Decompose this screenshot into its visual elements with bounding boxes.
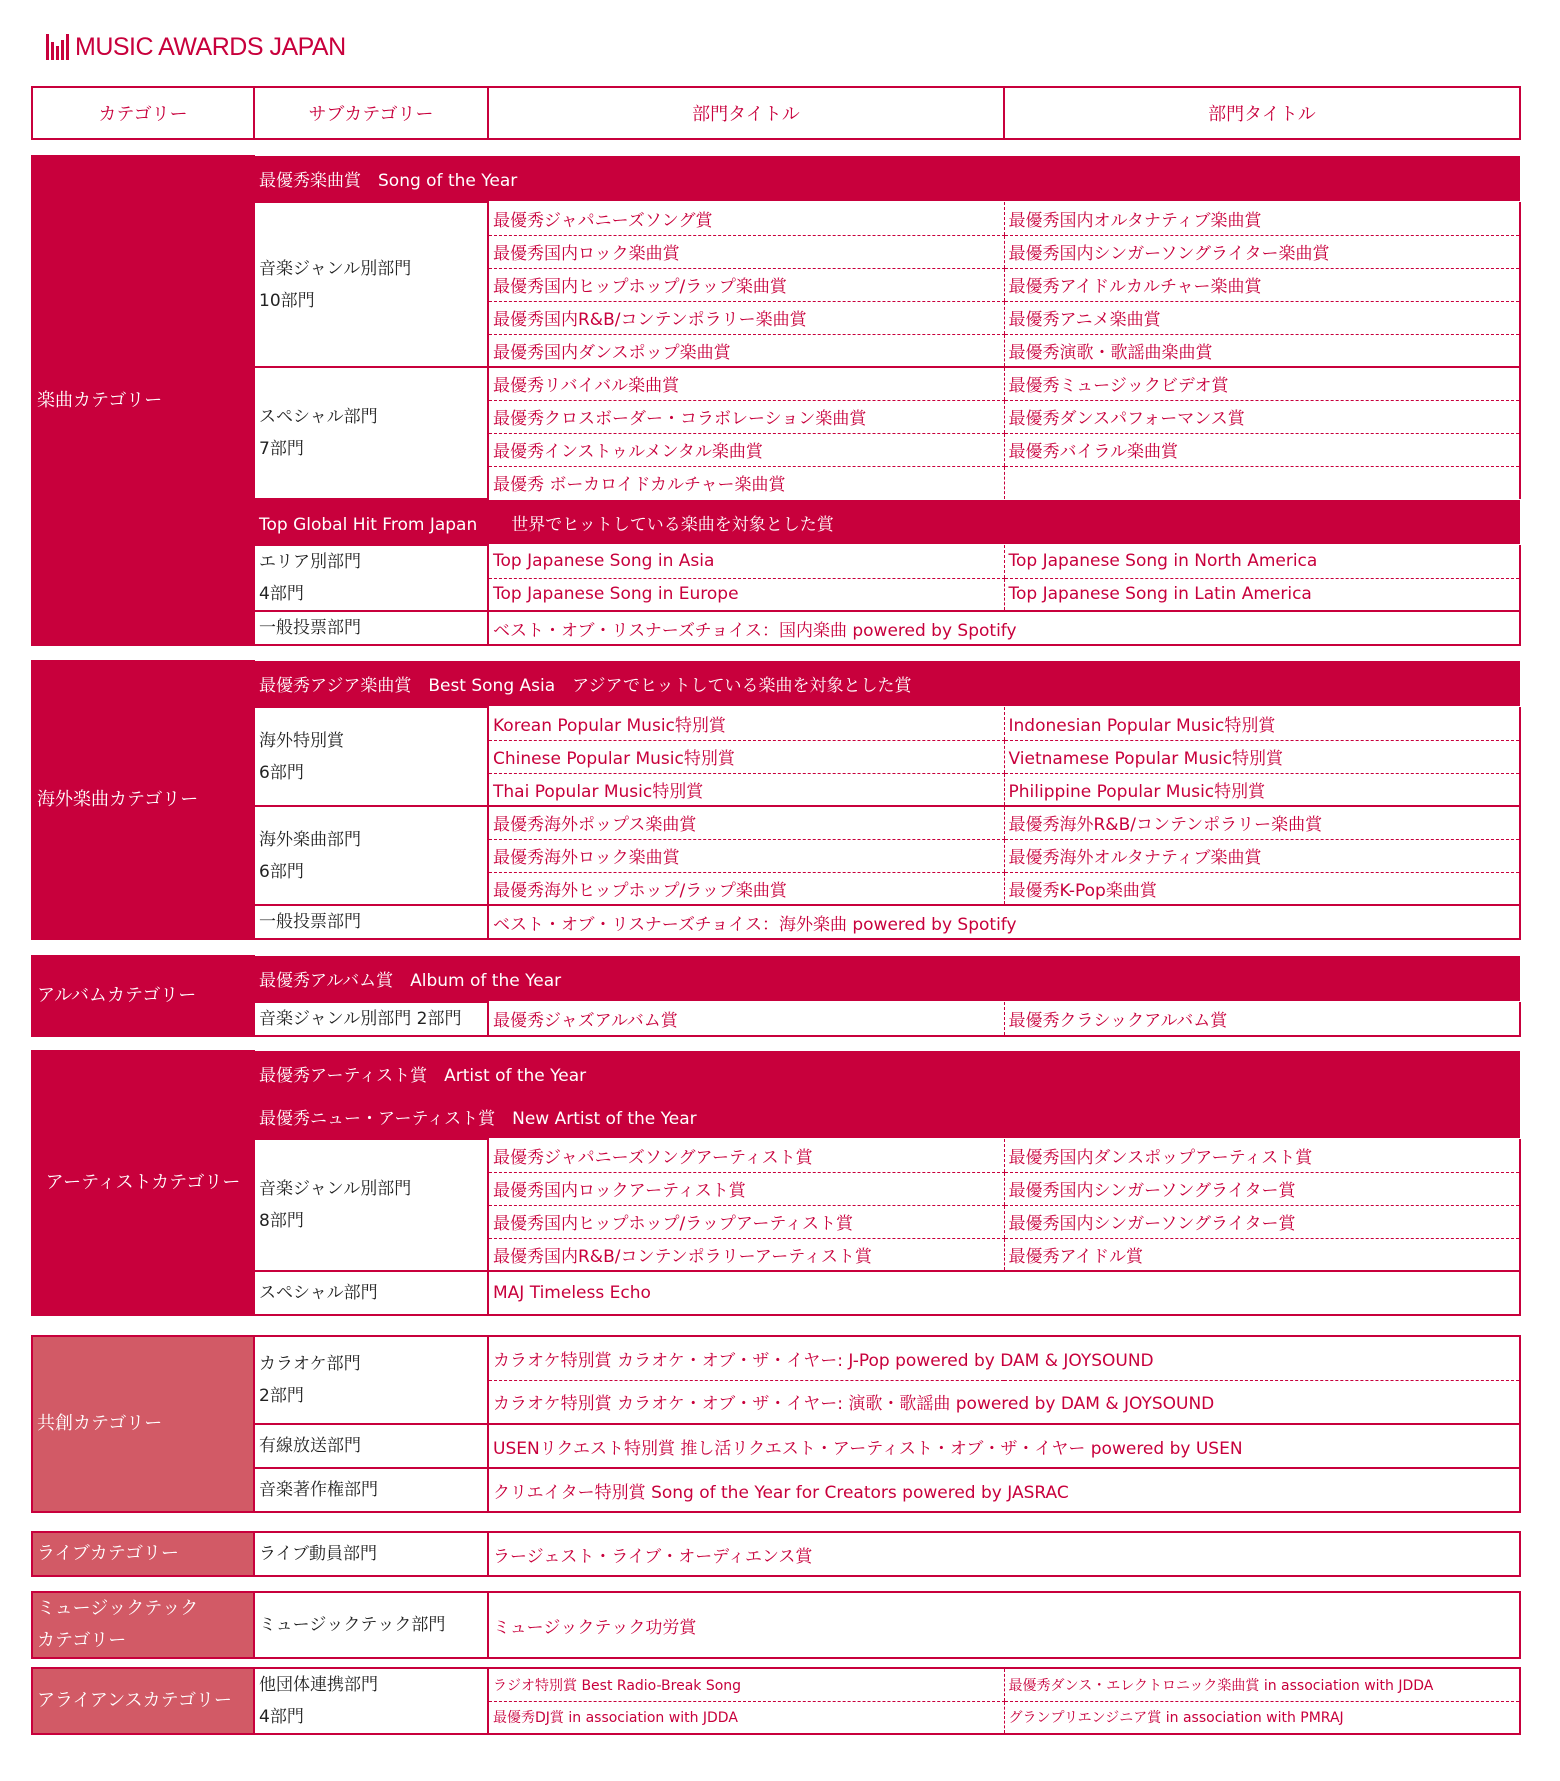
music-area-sub: [254, 545, 488, 611]
award-item: 最優秀国内ロック楽曲賞: [488, 235, 1004, 268]
alliance-sub-l1: 他団体連携部門: [259, 1675, 378, 1695]
overseas-category-label: 海外楽曲カテゴリー: [32, 661, 254, 939]
music-vote-sub: 一般投票部門: [254, 611, 488, 645]
overseas-special-sub-l1: 海外特別賞: [259, 730, 344, 751]
award-item: Indonesian Popular Music特別賞: [1004, 707, 1520, 740]
album-head-album-of-year: 最優秀アルバム賞 Album of the Year: [254, 956, 1520, 1002]
award-item: ラジオ特別賞 Best Radio-Break Song: [488, 1668, 1004, 1701]
logo-bars-icon: [46, 34, 71, 60]
music-genre-sub-l1: 音楽ジャンル別部門: [259, 258, 412, 279]
award-item: Philippine Popular Music特別賞: [1004, 773, 1520, 806]
award-item: ベスト・オブ・リスナーズチョイス：海外楽曲 powered by Spotify: [488, 905, 1520, 939]
award-item: 最優秀ジャパニーズソング賞: [488, 202, 1004, 235]
music-genre-sub-l2: 10部門: [259, 290, 315, 311]
artist-genre-sub-l1: 音楽ジャンル別部門: [259, 1179, 412, 1199]
award-item: MAJ Timeless Echo: [488, 1271, 1520, 1315]
award-item: 最優秀海外ヒップホップ/ラップ楽曲賞: [488, 872, 1004, 905]
cocreation-category-label: 共創カテゴリー: [32, 1336, 254, 1512]
music-genre-sub: [254, 202, 488, 367]
cocreation-category-table: [31, 1335, 1521, 1513]
award-item: 最優秀ダンスパフォーマンス賞: [1004, 400, 1520, 433]
artist-category-label: アーティストカテゴリー: [32, 1051, 254, 1315]
artist-head-artist-of-year: 最優秀アーティスト賞 Artist of the Year: [254, 1051, 1520, 1095]
award-item: クリエイター特別賞 Song of the Year for Creators powered by JASRAC: [488, 1468, 1520, 1512]
overseas-special-sub-l2: 6部門: [259, 762, 304, 783]
logo: [46, 30, 346, 64]
award-item: 最優秀国内ヒップホップ/ラップ楽曲賞: [488, 268, 1004, 301]
logo-text: MUSIC AWARDS JAPAN: [75, 32, 346, 61]
live-category-label: ライブカテゴリー: [32, 1532, 254, 1576]
artist-genre-sub-l2: 8部門: [259, 1211, 304, 1231]
award-item: 最優秀国内シンガーソングライター楽曲賞: [1004, 235, 1520, 268]
musictech-category-l1: ミュージックテック: [37, 1598, 199, 1619]
award-item: Chinese Popular Music特別賞: [488, 740, 1004, 773]
award-item: 最優秀ダンス・エレクトロニック楽曲賞 in association with JDDA: [1004, 1668, 1520, 1701]
artist-genre-sub: [254, 1139, 488, 1271]
award-item: 最優秀国内ダンスポップ楽曲賞: [488, 334, 1004, 367]
overseas-songs-sub-l2: 6部門: [259, 861, 304, 882]
musictech-sub: ミュージックテック部門: [254, 1592, 488, 1658]
overseas-songs-sub: [254, 806, 488, 905]
award-item: 最優秀海外ロック楽曲賞: [488, 839, 1004, 872]
award-item: Top Japanese Song in Europe: [488, 578, 1004, 611]
overseas-category-table: [31, 660, 1521, 940]
award-item: ミュージックテック功労賞: [488, 1592, 1520, 1658]
award-item: 最優秀DJ賞 in association with JDDA: [488, 1701, 1004, 1734]
cocreation-karaoke-sub-l1: カラオケ部門: [259, 1354, 361, 1374]
music-special-sub: [254, 367, 488, 499]
music-area-sub-l1: エリア別部門: [259, 552, 361, 572]
live-category-table: [31, 1531, 1521, 1577]
award-item: 最優秀国内オルタナティブ楽曲賞: [1004, 202, 1520, 235]
award-item: 最優秀クラシックアルバム賞: [1004, 1002, 1520, 1036]
award-item: Top Japanese Song in North America: [1004, 545, 1520, 578]
award-item: 最優秀クロスボーダー・コラボレーション楽曲賞: [488, 400, 1004, 433]
award-item: グランプリエンジニア賞 in association with PMRAJ: [1004, 1701, 1520, 1734]
alliance-category-table: [31, 1667, 1521, 1735]
artist-head-new-artist: 最優秀ニュー・アーティスト賞 New Artist of the Year: [254, 1095, 1520, 1139]
award-item: 最優秀海外オルタナティブ楽曲賞: [1004, 839, 1520, 872]
musictech-category-label: [32, 1592, 254, 1658]
cocreation-karaoke-sub-l2: 2部門: [259, 1386, 304, 1406]
overseas-head-best-song-asia: 最優秀アジア楽曲賞 Best Song Asia アジアでヒットしている楽曲を対象とした賞: [254, 661, 1520, 707]
live-sub: ライブ動員部門: [254, 1532, 488, 1576]
award-item: 最優秀バイラル楽曲賞: [1004, 433, 1520, 466]
award-item: ラージェスト・ライブ・オーディエンス賞: [488, 1532, 1520, 1576]
music-category-table: [31, 155, 1521, 646]
cocreation-copyright-sub: 音楽著作権部門: [254, 1468, 488, 1512]
overseas-vote-sub: 一般投票部門: [254, 905, 488, 939]
musictech-category-table: [31, 1591, 1521, 1659]
artist-category-table: [31, 1050, 1521, 1316]
alliance-sub: [254, 1668, 488, 1734]
award-item: カラオケ特別賞 カラオケ・オブ・ザ・イヤー: J-Pop powered by DAM & JOYSOUND: [488, 1336, 1520, 1380]
award-item: Top Japanese Song in Asia: [488, 545, 1004, 578]
award-item: 最優秀K-Pop楽曲賞: [1004, 872, 1520, 905]
music-head-global-hit: Top Global Hit From Japan 世界でヒットしている楽曲を対象とした賞: [254, 499, 1520, 545]
header-category: カテゴリー: [32, 87, 254, 139]
award-item: [1004, 466, 1520, 499]
award-item: 最優秀国内R&B/コンテンポラリーアーティスト賞: [488, 1238, 1004, 1271]
music-head-song-of-year: 最優秀楽曲賞 Song of the Year: [254, 156, 1520, 202]
award-item: 最優秀 ボーカロイドカルチャー楽曲賞: [488, 466, 1004, 499]
award-item: Vietnamese Popular Music特別賞: [1004, 740, 1520, 773]
award-item: 最優秀ジャパニーズソングアーティスト賞: [488, 1139, 1004, 1172]
award-item: 最優秀演歌・歌謡曲楽曲賞: [1004, 334, 1520, 367]
cocreation-karaoke-sub: [254, 1336, 488, 1424]
overseas-special-sub: [254, 707, 488, 806]
album-category-table: [31, 955, 1521, 1037]
album-category-label: アルバムカテゴリー: [32, 956, 254, 1036]
award-item: 最優秀国内シンガーソングライター賞: [1004, 1172, 1520, 1205]
award-item: Top Japanese Song in Latin America: [1004, 578, 1520, 611]
award-item: USENリクエスト特別賞 推し活リクエスト・アーティスト・オブ・ザ・イヤー powered by USEN: [488, 1424, 1520, 1468]
musictech-category-l2: カテゴリー: [37, 1630, 127, 1651]
header-title-2: 部門タイトル: [1004, 87, 1520, 139]
header-title-1: 部門タイトル: [488, 87, 1004, 139]
award-item: 最優秀国内シンガーソングライター賞: [1004, 1205, 1520, 1238]
award-item: 最優秀ジャズアルバム賞: [488, 1002, 1004, 1036]
award-item: 最優秀国内ロックアーティスト賞: [488, 1172, 1004, 1205]
award-item: Thai Popular Music特別賞: [488, 773, 1004, 806]
award-item: 最優秀アニメ楽曲賞: [1004, 301, 1520, 334]
award-item: 最優秀ミュージックビデオ賞: [1004, 367, 1520, 400]
music-special-sub-l2: 7部門: [259, 439, 304, 459]
music-area-sub-l2: 4部門: [259, 584, 304, 604]
alliance-category-label: アライアンスカテゴリー: [32, 1668, 254, 1734]
music-special-sub-l1: スペシャル部門: [259, 407, 378, 427]
award-item: 最優秀海外ポップス楽曲賞: [488, 806, 1004, 839]
award-item: 最優秀国内ダンスポップアーティスト賞: [1004, 1139, 1520, 1172]
cocreation-cable-sub: 有線放送部門: [254, 1424, 488, 1468]
award-item: 最優秀リバイバル楽曲賞: [488, 367, 1004, 400]
award-item: 最優秀国内ヒップホップ/ラップアーティスト賞: [488, 1205, 1004, 1238]
overseas-songs-sub-l1: 海外楽曲部門: [259, 829, 361, 850]
award-item: 最優秀アイドル賞: [1004, 1238, 1520, 1271]
award-item: 最優秀アイドルカルチャー楽曲賞: [1004, 268, 1520, 301]
artist-special-sub: スペシャル部門: [254, 1271, 488, 1315]
award-item: 最優秀海外R&B/コンテンポラリー楽曲賞: [1004, 806, 1520, 839]
award-item: ベスト・オブ・リスナーズチョイス：国内楽曲 powered by Spotify: [488, 611, 1520, 645]
music-category-label: 楽曲カテゴリー: [32, 156, 254, 645]
header-subcategory: サブカテゴリー: [254, 87, 488, 139]
award-item: カラオケ特別賞 カラオケ・オブ・ザ・イヤー: 演歌・歌謡曲 powered by DAM & JOYSOUND: [488, 1380, 1520, 1424]
award-item: 最優秀インストゥルメンタル楽曲賞: [488, 433, 1004, 466]
header-table: [31, 86, 1521, 140]
album-genre-sub: 音楽ジャンル別部門 2部門: [254, 1002, 488, 1036]
award-item: Korean Popular Music特別賞: [488, 707, 1004, 740]
award-item: 最優秀国内R&B/コンテンポラリー楽曲賞: [488, 301, 1004, 334]
alliance-sub-l2: 4部門: [259, 1707, 304, 1727]
